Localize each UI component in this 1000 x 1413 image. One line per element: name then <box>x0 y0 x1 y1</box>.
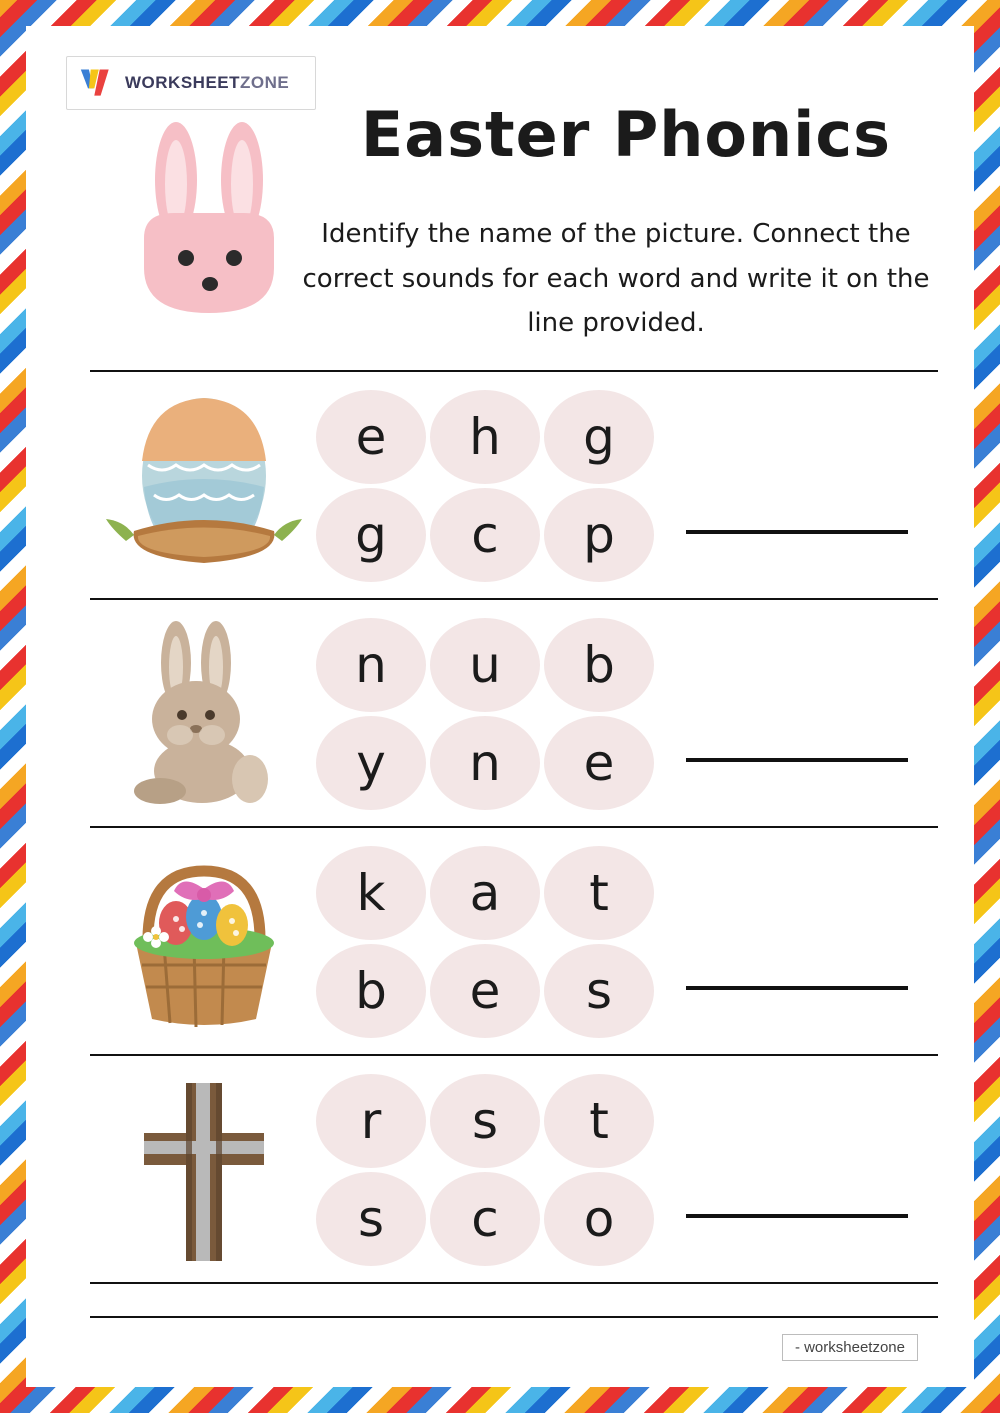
letter-bubbles-row-2 <box>316 618 656 810</box>
letter-bubble[interactable]: h <box>430 390 540 484</box>
easter-egg-in-nest-image <box>100 386 308 586</box>
letter-bubble[interactable]: g <box>544 390 654 484</box>
table-row <box>90 1056 938 1284</box>
letter-bubble[interactable]: g <box>316 488 426 582</box>
letter-row-bottom <box>316 944 656 1038</box>
divider-bottom <box>90 1316 938 1318</box>
letter-bubble[interactable]: e <box>316 390 426 484</box>
letter-bubbles-row-3 <box>316 846 656 1038</box>
table-row <box>90 372 938 600</box>
answer-area[interactable] <box>656 614 938 814</box>
answer-line[interactable] <box>686 986 908 990</box>
letter-bubble[interactable]: e <box>544 716 654 810</box>
letter-row-top <box>316 390 656 484</box>
answer-area[interactable] <box>656 842 938 1042</box>
page-title: Easter Phonics <box>360 98 892 171</box>
worksheetzone-logo[interactable] <box>66 56 316 110</box>
letter-bubble[interactable]: r <box>316 1074 426 1168</box>
footer-credit: - worksheetzone <box>782 1334 918 1361</box>
bunny-head-icon <box>124 118 294 323</box>
letter-bubbles-row-4 <box>316 1074 656 1266</box>
letter-bubble[interactable]: u <box>430 618 540 712</box>
letter-bubble[interactable]: b <box>544 618 654 712</box>
letter-bubble[interactable]: t <box>544 846 654 940</box>
letter-bubble[interactable]: s <box>544 944 654 1038</box>
letter-bubble[interactable]: c <box>430 1172 540 1266</box>
logo-wordmark <box>125 73 289 93</box>
letter-bubble[interactable]: a <box>430 846 540 940</box>
answer-line[interactable] <box>686 1214 908 1218</box>
letter-bubble[interactable]: k <box>316 846 426 940</box>
bunny-image <box>100 614 308 814</box>
answer-line[interactable] <box>686 758 908 762</box>
letter-bubble[interactable]: s <box>430 1074 540 1168</box>
logo-text-secondary: ZONE <box>240 73 290 92</box>
answer-line[interactable] <box>686 530 908 534</box>
letter-bubble[interactable]: p <box>544 488 654 582</box>
instructions-text: Identify the name of the picture. Connect the correct sounds for each word and write it on the line provided. <box>302 219 930 339</box>
worksheet-sheet <box>26 26 974 1387</box>
letter-row-bottom <box>316 1172 656 1266</box>
answer-area[interactable] <box>656 1070 938 1270</box>
letter-row-bottom <box>316 716 656 810</box>
worksheet-content <box>66 40 936 1375</box>
letter-row-bottom <box>316 488 656 582</box>
w-logo-icon <box>79 66 115 100</box>
logo-text-primary: WORKSHEET <box>125 73 240 92</box>
table-row <box>90 828 938 1056</box>
letter-bubble[interactable]: e <box>430 944 540 1038</box>
letter-bubble[interactable]: y <box>316 716 426 810</box>
letter-bubble[interactable]: n <box>316 618 426 712</box>
letter-row-top <box>316 618 656 712</box>
letter-bubble[interactable]: s <box>316 1172 426 1266</box>
table-row <box>90 600 938 828</box>
letter-bubble[interactable]: b <box>316 944 426 1038</box>
letter-bubbles-row-1 <box>316 390 656 582</box>
answer-area[interactable] <box>656 386 938 586</box>
letter-row-top <box>316 1074 656 1168</box>
wooden-cross-image <box>100 1070 308 1270</box>
letter-bubble[interactable]: c <box>430 488 540 582</box>
letter-bubble[interactable]: n <box>430 716 540 810</box>
letter-bubble[interactable]: o <box>544 1172 654 1266</box>
letter-bubble[interactable]: t <box>544 1074 654 1168</box>
letter-row-top <box>316 846 656 940</box>
easter-basket-image <box>100 842 308 1042</box>
